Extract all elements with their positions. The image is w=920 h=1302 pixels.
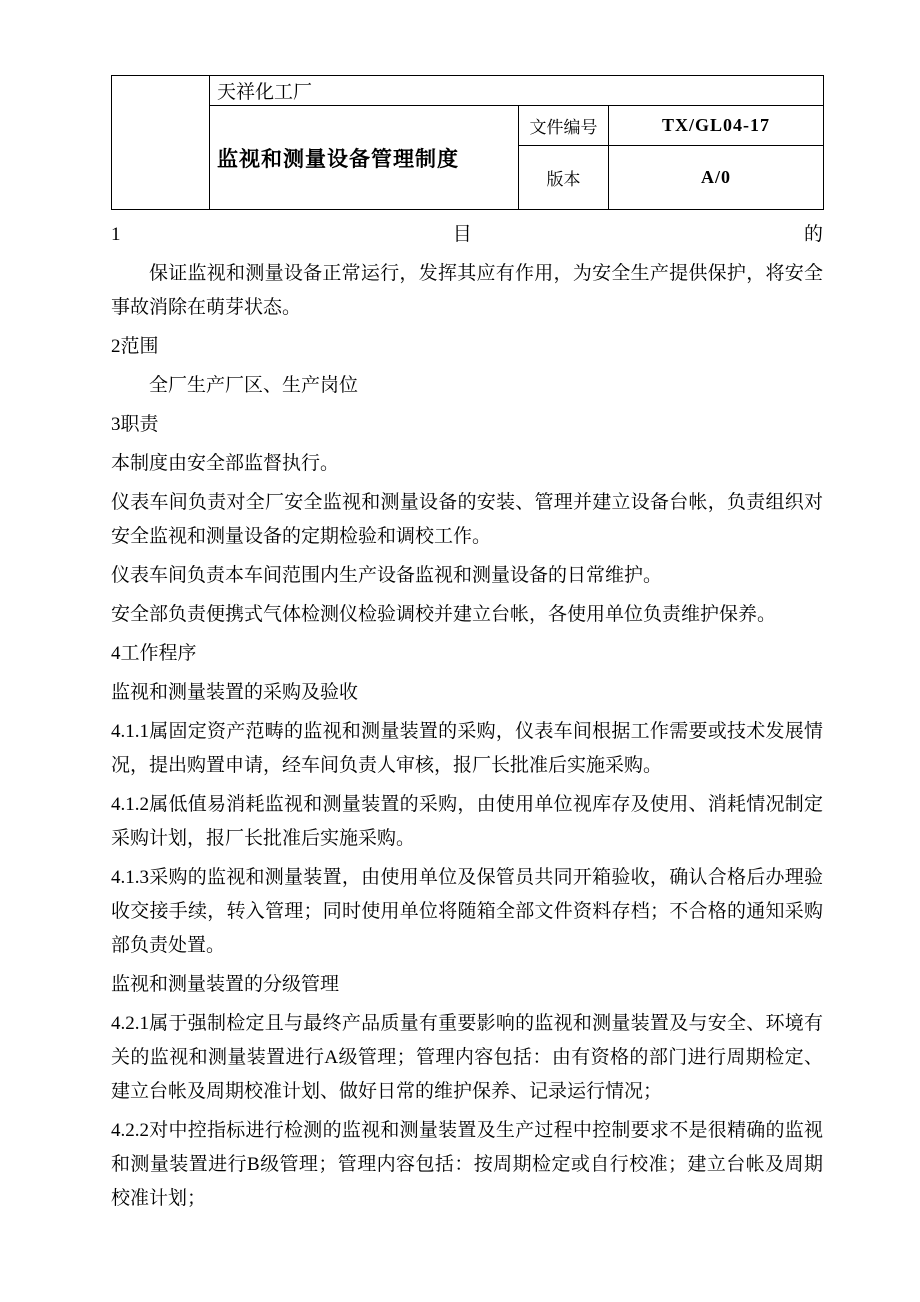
body-paragraph-4-2-2: 4.2.2对中控指标进行检测的监视和测量装置及生产过程中控制要求不是很精确的监视和测量装置进行B级管理；管理内容包括：按周期检定或自行校准；建立台帐及周期校准计划； (111, 1120, 823, 1209)
section-heading-scope: 2范围 (111, 336, 159, 357)
doc-number-value: TX/GL04-17 (609, 106, 824, 146)
body-paragraph-purpose: 保证监视和测量设备正常运行，发挥其应有作用，为安全生产提供保护，将安全事故消除在萌芽状态。 (111, 263, 823, 318)
subsection-heading-procurement: 监视和测量装置的采购及验收 (111, 682, 359, 703)
section-heading-responsibility: 3职责 (111, 414, 159, 435)
section-word-part1: 目 (452, 224, 472, 245)
body-paragraph-daily-maintenance: 仪表车间负责本车间范围内生产设备监视和测量设备的日常维护。 (111, 565, 663, 586)
document-content (111, 75, 823, 1221)
body-paragraph-4-2-1: 4.2.1属于强制检定且与最终产品质量有重要影响的监视和测量装置及与安全、环境有关的监视和测量装置进行A级管理；管理内容包括：由有资格的部门进行周期检定、建立台帐及周期校准计划、做好日常的维护保养、记录运行情况； (111, 1013, 823, 1102)
body-paragraph-scope: 全厂生产厂区、生产岗位 (149, 375, 359, 396)
body-paragraph-safety-dept: 安全部负责便携式气体检测仪检验调校并建立台帐，各使用单位负责维护保养。 (111, 604, 777, 625)
section-heading-purpose (111, 218, 823, 252)
section-word-part2: 的 (803, 224, 823, 245)
company-name: 天祥化工厂 (210, 76, 824, 106)
section-number: 1 (111, 224, 121, 245)
subsection-heading-classification: 监视和测量装置的分级管理 (111, 974, 340, 995)
doc-number-label: 文件编号 (519, 106, 609, 146)
body-paragraph-instrument-shop: 仪表车间负责对全厂安全监视和测量设备的安装、管理并建立设备台帐，负责组织对安全监视和测量设备的定期检验和调校工作。 (111, 492, 823, 547)
document-header-table (111, 75, 824, 210)
body-paragraph-4-1-2: 4.1.2属低值易消耗监视和测量装置的采购，由使用单位视库存及使用、消耗情况制定采购计划，报厂长批准后实施采购。 (111, 794, 823, 849)
version-value: A/0 (609, 146, 824, 210)
body-paragraph-4-1-3: 4.1.3采购的监视和测量装置，由使用单位及保管员共同开箱验收，确认合格后办理验收交接手续，转入管理；同时使用单位将随箱全部文件资料存档；不合格的通知采购部负责处置。 (111, 867, 823, 956)
body-paragraph-4-1-1: 4.1.1属固定资产范畴的监视和测量装置的采购，仪表车间根据工作需要或技术发展情况，提出购置申请，经车间负责人审核，报厂长批准后实施采购。 (111, 721, 823, 776)
version-label: 版本 (519, 146, 609, 210)
document-title: 监视和测量设备管理制度 (210, 106, 519, 210)
body-paragraph-supervision: 本制度由安全部监督执行。 (111, 453, 340, 474)
section-heading-procedure: 4工作程序 (111, 643, 197, 664)
logo-cell (112, 76, 210, 210)
